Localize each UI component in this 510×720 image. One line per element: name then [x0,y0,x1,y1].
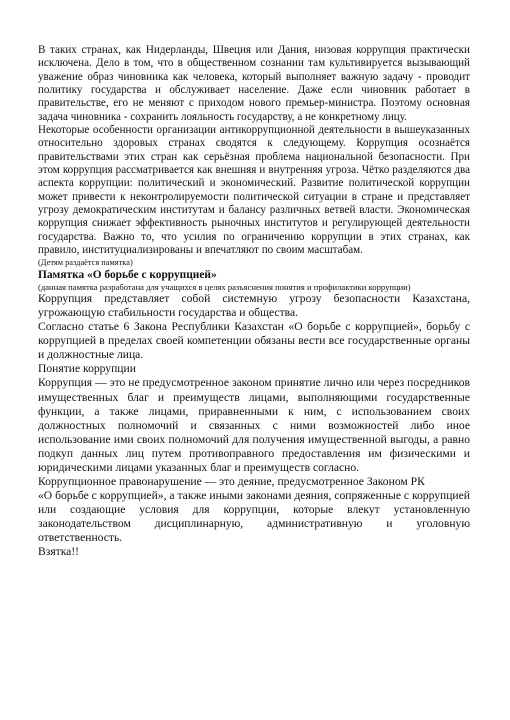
paragraph-systemic-threat: Коррупция представляет собой системную угрозу безопасности Казахстана, угрожающую стабильности государства и общества. [38,292,470,320]
memo-subtitle: (данная памятка разработана для учащихся в целях разъяснения понятия и профилактики коррупции) [38,282,411,292]
paragraph-article-6: Согласно статье 6 Закона Республики Казахстан «О борьбе с коррупцией», борьбу с коррупцией в пределах своей компетенции обязаны вести все государственные органы и должностные лица. [38,320,470,362]
memo-title: Памятка «О борьбе с коррупцией» [38,268,217,281]
concept-heading: Понятие коррупции [38,362,136,376]
handout-note: (Детям раздаётся памятка) [38,257,133,267]
paragraph-anticorruption-features: Некоторые особенности организации антикоррупционной деятельности в вышеуказанных относительно здоровых странах сводятся к следующему. Коррупция осознаётся правительствами этих стран как серьёзная проблема национальной безопасности. При этом коррупция рассматривается как внешняя и внутренняя угроза. Чётко разделяются два аспекта коррупции: политический и экономический. Развитие политической коррупции может привести к неконтролируемости политической ситуации в стране и представляет угрозу демократическим институтам и балансу различных ветвей власти. Экономическая коррупция снижает эффективность рыночных институтов и регулирующей деятельности государства. Важно то, что усилия по ограничению коррупции в этих странах, как правило, институциализированы и впечатляют по своим масштабам. [38,124,470,257]
paragraph-offense-intro: Коррупционное правонарушение — это деяние, предусмотренное Законом РК [38,474,425,488]
paragraph-offense-definition: «О борьбе с коррупцией», а также иными законами деяния, сопряженные с коррупцией или создающие условия для коррупции, которые влекут установленную законодательством дисциплинарную, административную и уголовную ответственность. [38,488,470,544]
paragraph-low-level-corruption: В таких странах, как Нидерланды, Швеция или Дания, низовая коррупция практически исключена. Дело в том, что в общественном сознании там культивируется вызывающий уважение образ чиновника как человека, который выполняет важную задачу - проводит политику государства и обслуживает население. Даже если чиновник работает в правительстве, его не меняют с приходом нового премьер-министра. Поэтому основная задача чиновника - сохранить лояльность государству, а не конкретному лицу. [38,44,470,123]
paragraph-corruption-definition: Коррупция — это не предусмотренное законом принятие лично или через посредников имущественных благ и преимуществ лицами, выполняющими государственные функции, а также лицами, приравненными к ним, с использованием своих должностных полномочий и связанных с ними возможностей либо иное использование ими своих полномочий для получения имущественной выгоды, а равно подкуп данных лиц путем противоправного предоставления им физическими и юридическими лицами указанных благ и преимуществ согласно. [38,376,470,474]
closing-exclamation: Взятка!! [38,545,80,559]
